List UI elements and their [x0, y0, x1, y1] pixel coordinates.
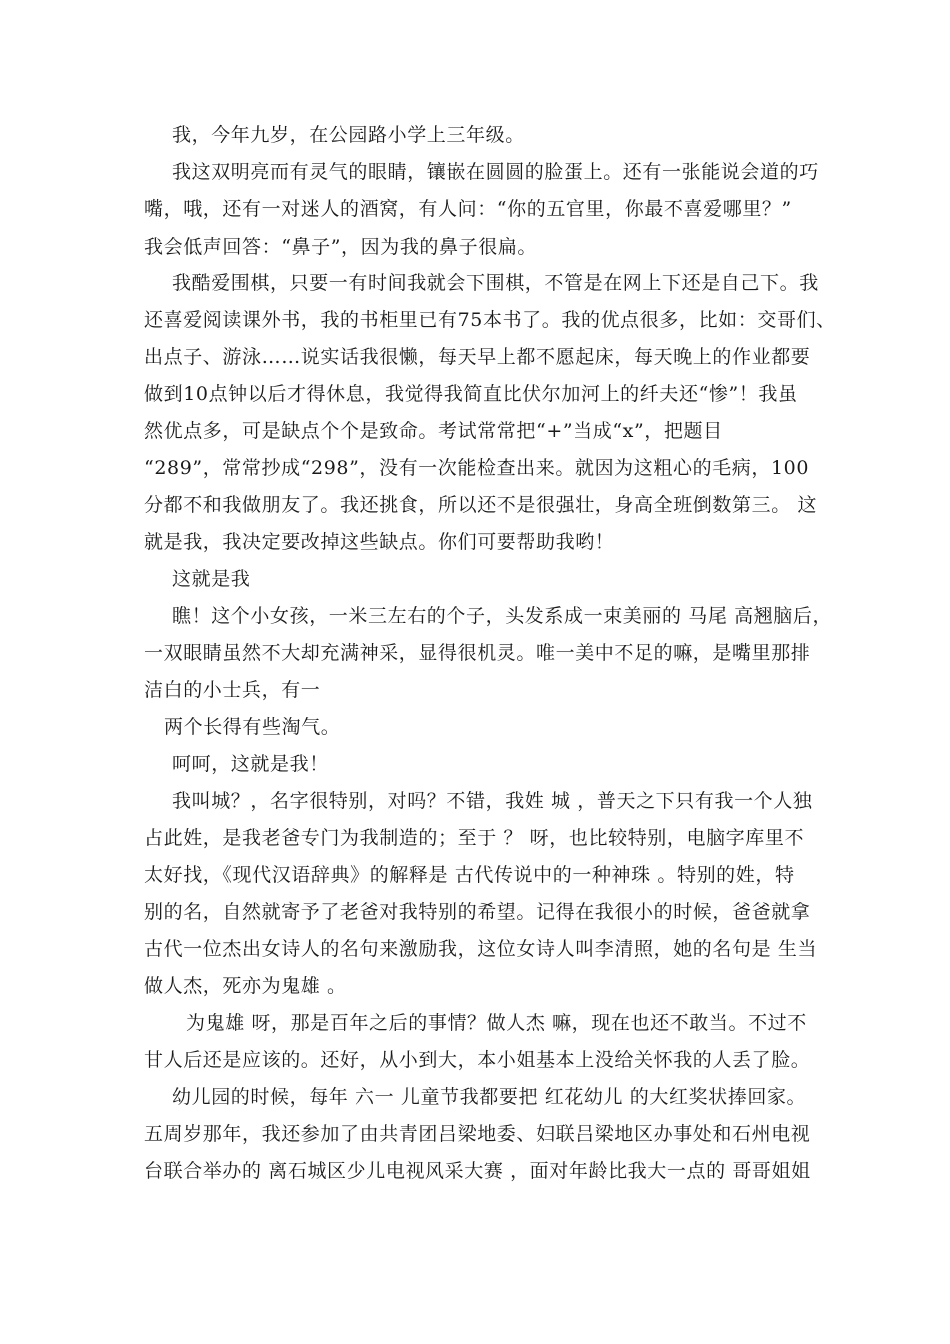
text-line: 五周岁那年，我还参加了由共青团吕梁地委、妇联吕梁地区办事处和石州电视: [144, 1123, 811, 1145]
text-line: 甘人后还是应该的。还好，从小到大，本小姐基本上没给关怀我的人丢了脸。: [144, 1049, 811, 1071]
text-line: 洁白的小士兵，有一: [144, 679, 321, 701]
text-line: 一双眼睛虽然不大却充满神采，显得很机灵。唯一美中不足的嘛，是嘴里那排: [144, 642, 811, 664]
text-line: 占此姓，是我老爸专门为我制造的；至于 ？ 呀，也比较特别，电脑字库里不: [144, 827, 805, 849]
text-line: 我叫城？，名字很特别，对吗？不错，我姓 城 ，普天之下只有我一个人独: [172, 790, 813, 812]
text-line: 分都不和我做朋友了。我还挑食，所以还不是很强壮，身高全班倒数第三。 这: [144, 494, 818, 516]
text-line: “289”，常常抄成“298”，没有一次能检查出来。就因为这粗心的毛病，100: [144, 457, 810, 479]
text-line: 我酷爱围棋，只要一有时间我就会下围棋，不管是在网上下还是自己下。我: [172, 272, 819, 294]
text-line: 嘴，哦，还有一对迷人的酒窝，有人问：“你的五官里，你最不喜爱哪里？”: [144, 198, 792, 220]
text-line: 还喜爱阅读课外书，我的书柜里已有75本书了。我的优点很多，比如：交哥们、: [144, 309, 836, 331]
text-line: 我这双明亮而有灵气的眼睛，镶嵌在圆圆的脸蛋上。还有一张能说会道的巧: [172, 161, 819, 183]
text-line: 就是我，我决定要改掉这些缺点。你们可要帮助我哟！: [144, 531, 615, 553]
text-line: 别的名，自然就寄予了老爸对我特别的希望。记得在我很小的时候，爸爸就拿: [144, 901, 811, 923]
section-heading: 这就是我: [172, 568, 251, 590]
text-line: 瞧！这个小女孩，一米三左右的个子，头发系成一束美丽的 马尾 高翘脑后，: [172, 605, 833, 627]
text-line: 我会低声回答：“鼻子”，因为我的鼻子很扁。: [144, 236, 538, 258]
text-line: 台联合举办的 离石城区少儿电视风采大赛 ，面对年龄比我大一点的 哥哥姐姐: [144, 1160, 811, 1182]
text-line: 呵呵，这就是我！: [172, 753, 329, 775]
text-line: 古代一位杰出女诗人的名句来激励我，这位女诗人叫李清照，她的名句是 生当: [144, 938, 818, 960]
text-line: 为鬼雄 呀，那是百年之后的事情？做人杰 嘛，现在也还不敢当。不过不: [186, 1012, 807, 1034]
text-line: 然优点多，可是缺点个个是致命。考试常常把“+”当成“x”，把题目: [144, 420, 723, 442]
text-line: 我，今年九岁，在公园路小学上三年级。: [172, 124, 525, 146]
text-line: 做到10点钟以后才得休息，我觉得我简直比伏尔加河上的纤夫还“惨”！我虽: [144, 383, 798, 405]
text-line: 做人杰，死亦为鬼雄 。: [144, 975, 347, 997]
text-line: 幼儿园的时候，每年 六一 儿童节我都要把 红花幼儿 的大红奖状捧回家。: [172, 1086, 807, 1108]
text-line: 出点子、游泳……说实话我很懒，每天早上都不愿起床，每天晚上的作业都要: [144, 346, 811, 368]
text-line: 太好找，《现代汉语辞典》的解释是 古代传说中的一种神珠 。特别的姓，特: [144, 864, 795, 886]
text-line: 两个长得有些淘气。: [164, 716, 341, 738]
